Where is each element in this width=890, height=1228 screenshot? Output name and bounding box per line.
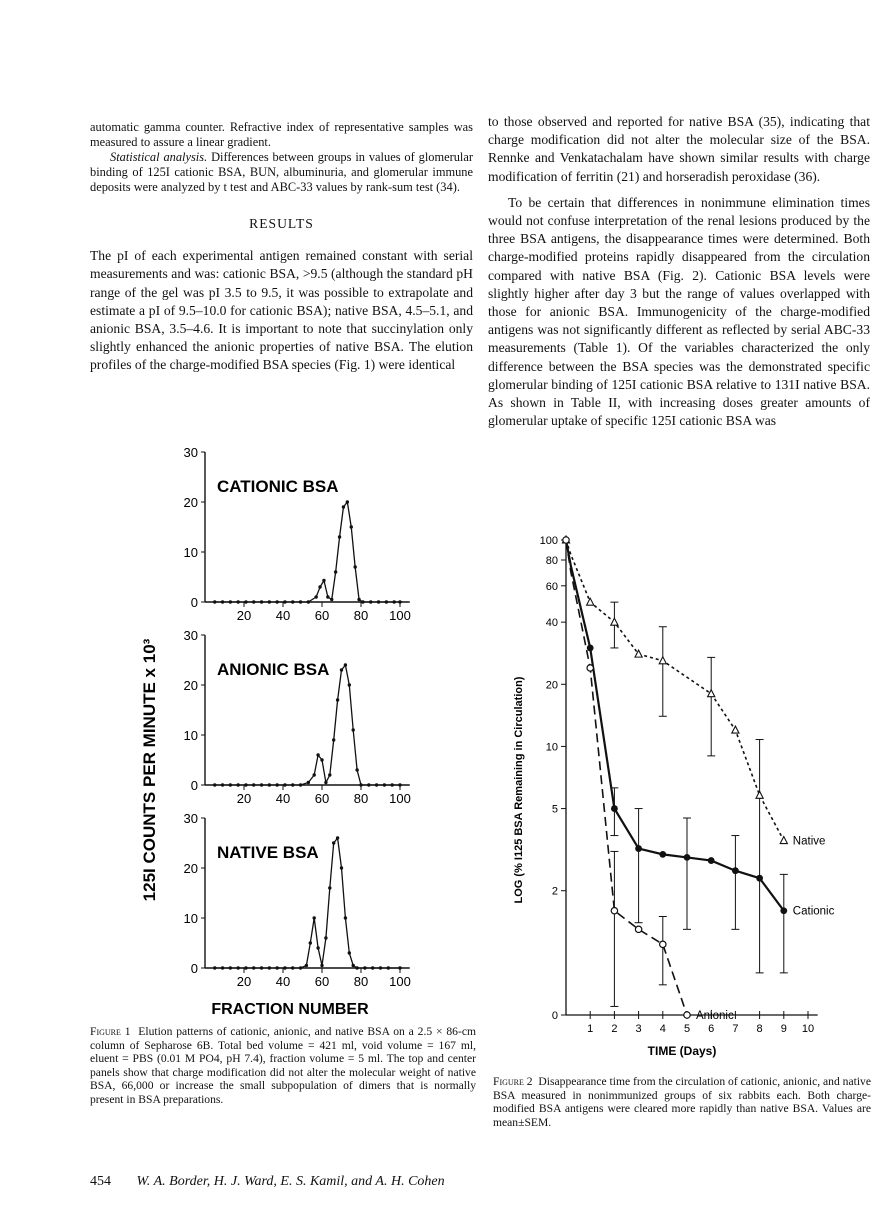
fig1-data-point [252,783,255,786]
fig2-series-label: Native [792,835,826,848]
fig2-data-point [611,618,618,625]
fig1-panel-title: ANIONIC BSA [217,660,330,679]
fig1-data-point [291,783,294,786]
fig2-data-point [684,1012,690,1018]
fig1-data-point [291,600,294,603]
fig2-x-tick-label: 5 [683,1023,691,1035]
fig1-data-point [350,525,353,528]
fig1-series-line [215,665,400,785]
fig1-data-point [352,964,355,967]
fig1-data-point [357,598,360,601]
fig2-data-point [756,791,763,798]
fig1-x-tick-label: 80 [353,608,369,623]
fig1-y-tick-label: 20 [183,678,198,693]
fig1-x-tick-label: 80 [353,791,369,806]
results-paragraph: The pI of each experimental antigen remained constant with serial measurements and was: cationic BSA, >9.5 (although the standard pH range of the gel was pI 3.5 to 9.5, it was possible to extrapolate and estimate a pI of 9.5–10.0 for cationic BSA); native BSA, 4.5–5.1, and anionic BSA, 3.5–4.6. It is important to note that succinylation only slightly enhanced the anionic properties of native BSA. The elution profiles of the charge-modified BSA species (Fig. 1) were identical [90,248,473,373]
fig1-data-point [236,966,239,969]
figure-2-caption-label: Figure 2 [493,1075,533,1088]
figure-1-caption-text: Elution patterns of cationic, anionic, and native BSA on a 2.5 × 86-cm column of Sepharose 6B. Total bed volume = 421 ml, void volume = 167 ml, eluent = PBS (0.01 M PO4, pH 7.4), fraction volume = 5 ml. The top and center panels show that charge modification did not alter the molecular weight of native BSA, 66,000 or increase the small subpopulation of dimers that is normally present in BSA preparations. [90,1025,477,1106]
fig1-data-point [326,595,329,598]
fig1-x-axis-label: FRACTION NUMBER [211,1001,369,1018]
fig1-y-tick-label: 10 [183,728,198,743]
fig1-data-point [291,966,294,969]
fig1-data-point [392,600,395,603]
fig1-data-point [340,668,343,671]
fig2-y-tick-label: 0 [551,1010,558,1022]
fig2-x-tick-label: 3 [635,1023,642,1035]
figure-1-caption-label: Figure 1 [90,1025,131,1038]
fig1-data-point [314,595,317,598]
fig1-data-point [332,841,335,844]
fig2-data-point [756,875,763,882]
fig1-data-point [260,600,263,603]
fig1-data-point [236,600,239,603]
fig1-y-tick-label: 30 [183,628,198,643]
figure-1-caption [90,1025,476,1107]
fig2-data-point [684,854,691,861]
fig1-data-point [375,783,378,786]
fig1-data-point [305,964,308,967]
figure-2-caption [493,1075,871,1129]
fig1-data-point [307,781,310,784]
stat-title: Statistical analysis. [110,150,208,164]
fig1-data-point [344,663,347,666]
fig1-data-point [348,951,351,954]
fig1-x-tick-label: 20 [236,974,252,989]
fig1-y-tick-label: 0 [190,961,198,976]
fig1-data-point [213,783,216,786]
fig1-data-point [221,783,224,786]
fig2-data-point [732,867,739,874]
fig2-data-point [659,657,666,664]
fig1-x-tick-label: 100 [389,791,411,806]
fig1-data-point [355,768,358,771]
fig1-data-point [336,698,339,701]
fig1-x-tick-label: 60 [314,974,330,989]
left-column [90,120,473,375]
fig2-series-label: Anionic [696,1010,734,1022]
fig1-data-point [385,600,388,603]
fig1-data-point [283,783,286,786]
fig1-data-point [275,600,278,603]
fig1-data-point [244,966,247,969]
fig1-data-point [213,966,216,969]
fig1-panel-title: NATIVE BSA [217,843,319,862]
fig2-data-point [587,645,594,652]
fig1-data-point [252,966,255,969]
fig1-data-point [283,966,286,969]
fig1-data-point [371,966,374,969]
fig1-data-point [299,783,302,786]
fig1-x-tick-label: 20 [236,791,252,806]
fig1-data-point [252,600,255,603]
fig1-data-point [307,600,310,603]
fig1-data-point [244,783,247,786]
fig1-data-point [268,783,271,786]
fig1-data-point [361,600,364,603]
fig1-data-point [299,966,302,969]
fig2-data-point [660,941,666,947]
fig2-data-point [563,537,569,543]
fig1-data-point [268,966,271,969]
fig2-y-tick-label: 40 [545,617,558,630]
statistical-analysis-paragraph [90,150,473,195]
fig2-data-point [611,805,618,812]
fig1-data-point [352,728,355,731]
fig1-data-point [268,600,271,603]
fig1-data-point [244,600,247,603]
fig1-data-point [328,886,331,889]
fig1-data-point [260,783,263,786]
fig1-y-tick-label: 10 [183,911,198,926]
paragraph-top: automatic gamma counter. Refractive index of representative samples was measured to assure a linear gradient. [90,120,473,149]
results-heading: RESULTS [249,216,314,231]
fig1-data-point [221,600,224,603]
fig1-x-tick-label: 40 [275,608,291,623]
fig1-data-point [398,783,401,786]
fig2-x-axis-label: TIME (Days) [647,1044,717,1058]
fig2-data-point [732,726,739,733]
fig1-x-tick-label: 80 [353,974,369,989]
fig1-y-tick-label: 30 [183,811,198,826]
fig1-data-point [318,585,321,588]
fig1-y-tick-label: 30 [183,445,198,460]
fig1-data-point [398,966,401,969]
fig2-series-line [566,540,784,911]
fig1-x-tick-label: 40 [275,791,291,806]
fig1-data-point [316,946,319,949]
fig1-x-tick-label: 60 [314,791,330,806]
page-footer [90,1174,445,1190]
figure-2 [490,525,870,1070]
author-line: W. A. Border, H. J. Ward, E. S. Kamil, and A. H. Cohen [136,1174,445,1189]
right-paragraph-2: To be certain that differences in nonimmune elimination times would not confuse interpretation of the renal lesions produced by the three BSA antigens, the disappearance times were determined. Both charge-modified proteins rapidly disappeared from the circulation compared with native BSA (Fig. 2). Cationic BSA levels were slightly higher after day 3 but the range of values overlapped with those for anionic BSA. Immunogenicity of the charge-modified antigens was not significantly different as reflected by serial ABC-33 measurements (Table 1). Of the variables characterized the only difference between the BSA species was the demonstrated specific glomerular binding of 125I cationic BSA relative to 131I native BSA. As shown in Table II, with increasing doses greater amounts of glomerular uptake of specific 125I cationic BSA was [488,194,870,429]
fig1-data-point [377,600,380,603]
fig2-data-point [708,857,715,864]
fig1-data-point [332,738,335,741]
figure-2-caption-text: Disappearance time from the circulation of cationic, anionic, and native BSA measured in nonimmunized groups of six rabbits each. Both charge-modified BSA antigens were cleared more rapidly than native BSA. Values are mean±SEM. [493,1075,871,1129]
fig2-x-tick-label: 8 [756,1023,763,1035]
fig2-x-tick-label: 7 [732,1023,739,1035]
fig1-data-point [283,600,286,603]
fig1-data-point [383,783,386,786]
right-column [488,113,870,430]
fig1-data-point [367,783,370,786]
fig2-y-tick-label: 100 [539,535,558,547]
fig2-data-point [780,837,787,844]
fig1-data-point [348,683,351,686]
fig2-y-tick-label: 10 [545,741,558,754]
fig1-x-tick-label: 100 [389,974,411,989]
fig1-x-tick-label: 20 [236,608,252,623]
fig1-data-point [275,966,278,969]
fig1-data-point [236,783,239,786]
fig2-data-point [659,851,666,858]
page-number: 454 [90,1174,111,1189]
stat-text: Differences between groups in values of glomerular binding of 125I cationic BSA, BUN, albuminuria, and glomerular immune deposits were analyzed by t test and ABC-33 values by rank-sum test (34). [90,150,473,194]
fig2-data-point [587,665,593,671]
fig2-data-point [587,598,594,605]
fig2-y-axis-label: LOG (% I125 BSA Remaining in Circulation) [513,676,525,904]
fig1-x-tick-label: 60 [314,608,330,623]
figure-1-chart [135,440,435,1020]
fig1-data-point [221,966,224,969]
figure-1 [135,440,435,1020]
fig2-x-tick-label: 10 [801,1023,815,1035]
fig2-x-tick-label: 9 [780,1023,787,1035]
fig2-series-line [566,540,784,841]
fig1-data-point [260,966,263,969]
figure-2-chart [490,525,870,1070]
fig1-data-point [353,565,356,568]
fig1-data-point [320,964,323,967]
fig1-series-line [215,502,400,602]
fig1-data-point [309,941,312,944]
fig1-data-point [338,535,341,538]
fig2-x-tick-label: 2 [611,1023,618,1035]
fig2-data-point [635,845,642,852]
fig1-data-point [313,773,316,776]
fig1-data-point [379,966,382,969]
fig1-x-tick-label: 40 [275,974,291,989]
fig1-y-tick-label: 0 [190,778,198,793]
fig1-data-point [330,598,333,601]
fig1-y-axis-label: 125I COUNTS PER MINUTE x 10³ [140,638,159,902]
fig1-data-point [324,936,327,939]
fig1-data-point [313,916,316,919]
fig1-data-point [328,773,331,776]
fig1-x-tick-label: 100 [389,608,411,623]
fig2-y-tick-label: 20 [545,679,558,692]
fig1-data-point [344,916,347,919]
fig1-panel-title: CATIONIC BSA [217,477,339,496]
fig2-y-tick-label: 80 [545,555,558,568]
fig2-y-tick-label: 5 [551,803,558,816]
fig2-y-tick-label: 60 [545,580,558,593]
fig1-data-point [275,783,278,786]
fig1-data-point [363,966,366,969]
fig2-data-point [635,926,641,932]
fig1-y-tick-label: 20 [183,861,198,876]
fig1-data-point [369,600,372,603]
fig1-data-point [336,836,339,839]
right-paragraph-1: to those observed and reported for native BSA (35), indicating that charge modification did not alter the molecular size of the BSA. Rennke and Venkatachalam have shown similar results with charge modification of ferritin (21) and horseradish peroxidase (36). [488,114,870,184]
fig2-y-tick-label: 2 [551,885,558,898]
fig1-data-point [229,966,232,969]
fig2-data-point [780,907,787,914]
fig1-data-point [322,579,325,582]
fig2-data-point [611,908,617,914]
fig1-y-tick-label: 10 [183,545,198,560]
fig1-data-point [359,783,362,786]
fig1-data-point [324,781,327,784]
fig2-x-tick-label: 1 [587,1023,594,1035]
fig1-data-point [316,753,319,756]
fig1-data-point [398,600,401,603]
fig1-data-point [346,500,349,503]
fig1-data-point [320,758,323,761]
fig1-data-point [387,966,390,969]
fig2-x-tick-label: 6 [708,1023,715,1035]
fig1-data-point [229,783,232,786]
fig1-data-point [342,505,345,508]
fig2-data-point [708,690,715,697]
fig1-y-tick-label: 0 [190,595,198,610]
fig2-series-label: Cationic [792,905,835,918]
fig2-series-line [566,540,687,1015]
fig1-data-point [229,600,232,603]
fig1-data-point [355,966,358,969]
fig1-y-tick-label: 20 [183,495,198,510]
fig1-data-point [299,600,302,603]
fig2-x-tick-label: 4 [659,1023,666,1035]
fig1-data-point [213,600,216,603]
fig1-data-point [334,570,337,573]
fig1-data-point [340,866,343,869]
fig1-data-point [391,783,394,786]
